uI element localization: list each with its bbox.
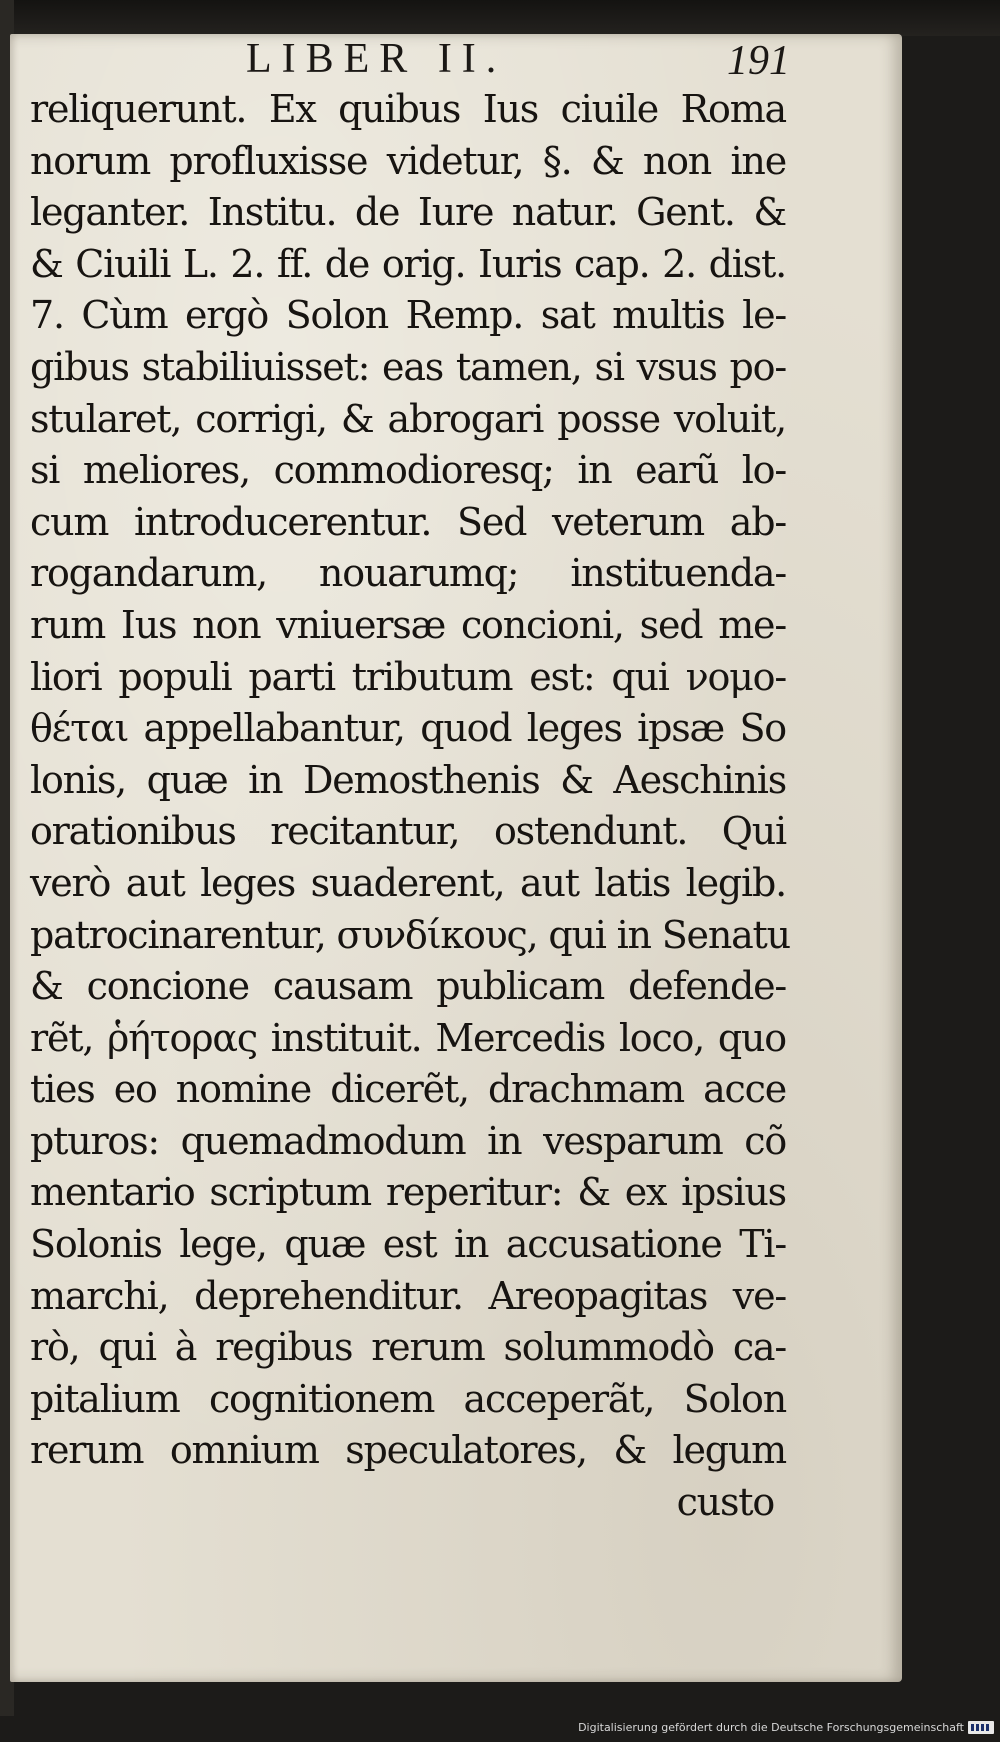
text-line: rẽt, ῥήτορας instituit. Mercedis loco, quo (30, 1015, 786, 1060)
running-title: LIBER II. (246, 36, 507, 82)
text-line: verò aut leges suaderent, aut latis legib. (30, 860, 786, 905)
text-line: ties eo nomine dicerẽt, drachmam acce (30, 1067, 786, 1112)
text-line: leganter. Institu. de Iure natur. Gent. & (30, 190, 786, 235)
funding-credit: Digitalisierung gefördert durch die Deutsche Forschungsgemeinschaft (578, 1721, 964, 1734)
text-line: rum Ius non vniuersæ concioni, sed me- (30, 602, 786, 647)
text-line: & concione causam publicam defende- (30, 964, 786, 1009)
text-line: cum introducerentur. Sed veterum ab- (30, 499, 786, 544)
text-line: marchi, deprehenditur. Areopagitas ve- (30, 1273, 786, 1318)
text-line: mentario scriptum reperitur: & ex ipsius (30, 1170, 786, 1215)
text-line: norum profluxisse videtur, §. & non ine (30, 138, 786, 183)
running-head (10, 36, 902, 82)
scan-top-edge (0, 0, 1000, 36)
text-block (30, 84, 790, 1529)
page-number: 191 (727, 38, 790, 84)
dfg-logo-icon (968, 1721, 994, 1734)
text-line: rò, qui à regibus rerum solummodò ca- (30, 1325, 786, 1370)
text-line: lonis, quæ in Demosthenis & Aeschinis (30, 757, 786, 802)
text-line: & Ciuili L. 2. ff. de orig. Iuris cap. 2. dist. (30, 241, 786, 286)
text-line: stularet, corrigi, & abrogari posse voluit, (30, 396, 786, 441)
text-line: pitalium cognitionem acceperãt, Solon (30, 1376, 786, 1421)
book-page (10, 34, 902, 1682)
text-line: rerum omnium speculatores, & legum (30, 1428, 786, 1473)
text-line: rogandarum, nouarumq; instituenda- (30, 551, 786, 596)
text-line: liori populi parti tributum est: qui νομο- (30, 654, 786, 699)
catchword: custo (676, 1480, 774, 1525)
footer-bar (0, 1716, 1000, 1742)
text-line: 7. Cùm ergò Solon Remp. sat multis le- (30, 293, 786, 338)
text-line: reliquerunt. Ex quibus Ius ciuile Roma (30, 87, 786, 131)
text-line: θέται appellabantur, quod leges ipsæ So (30, 706, 786, 751)
text-line: patrocinarentur, συνδίκους, qui in Senatu (30, 912, 790, 957)
text-line: Solonis lege, quæ est in accusatione Ti- (30, 1222, 786, 1267)
text-line: orationibus recitantur, ostendunt. Qui (30, 809, 786, 854)
text-line: si meliores, commodioresq; in earũ lo- (30, 448, 786, 493)
text-line: gibus stabiliuisset: eas tamen, si vsus po- (30, 344, 786, 389)
text-line: pturos: quemadmodum in vesparum cõ (30, 1118, 786, 1163)
